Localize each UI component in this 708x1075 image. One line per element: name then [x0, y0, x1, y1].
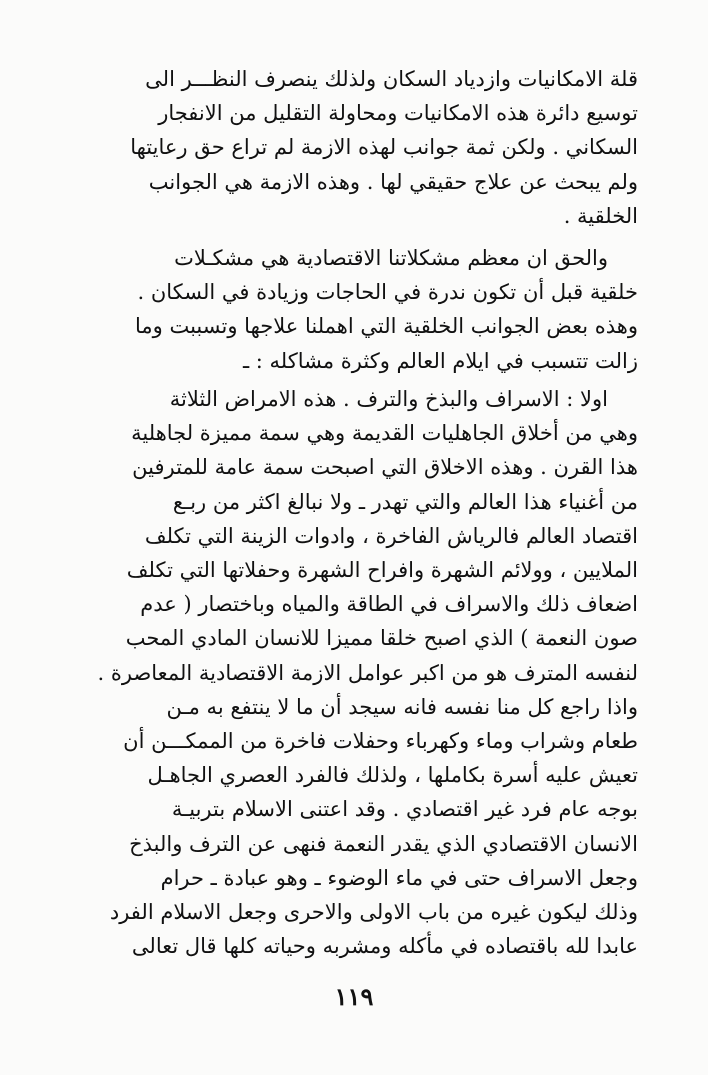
text-line: تعيش عليه أسرة بكاملها ، ولذلك فالفرد العصري الجاهـل: [147, 763, 638, 788]
text-line: اقتصاد العالم فالرياش الفاخرة ، وادوات الزينة التي تكلف: [144, 523, 638, 548]
text-line: ولم يبحث عن علاج حقيقي لها . وهذه الازمة هي الجوانب: [148, 169, 638, 194]
paragraph-3: [70, 382, 638, 963]
text-line: الملايين ، وولائم الشهرة وافراح الشهرة وحفلاتها التي تكلف: [126, 558, 638, 583]
text-line: هذا القرن . وهذه الاخلاق التي اصبحت سمة عامة للمترفين: [132, 455, 638, 480]
text-line: وذلك ليكون غيره من باب الاولى والاحرى وجعل الاسلام الفرد: [109, 900, 638, 925]
text-line: بوجه عام فرد غير اقتصادي . وقد اعتنى الاسلام بتربيـة: [171, 797, 638, 822]
text-line: الخلقية .: [563, 203, 638, 228]
paragraph-1: [70, 62, 638, 233]
text-line: خلقية قبل أن تكون ندرة في الحاجات وزيادة في السكان .: [137, 280, 638, 305]
text-line: قلة الامكانيات وازدياد السكان ولذلك ينصرف النظـــر الى: [145, 67, 638, 91]
page-number: ١١٩: [334, 982, 374, 1011]
text-line: توسيع دائرة هذه الامكانيات ومحاولة التقليل من الانفجار: [158, 101, 638, 126]
text-line: اولا : الاسراف والبذخ والترف . هذه الامراض الثلاثة: [169, 387, 608, 411]
text-line: زالت تتسبب في ايلام العالم وكثرة مشاكله : ـ: [242, 348, 638, 373]
text-line: السكاني . ولكن ثمة جوانب لهذه الازمة لم تراع حق رعايتها: [130, 135, 638, 160]
text-line: وهي من أخلاق الجاهليات القديمة وهي سمة مميزة لجاهلية: [131, 421, 638, 446]
text-line: والحق ان معظم مشكلاتنا الاقتصادية هي مشكـلات: [174, 246, 608, 270]
text-line: وجعل الاسراف حتى في ماء الوضوء ـ وهو عبادة ـ حرام: [160, 865, 638, 890]
text-line: من أغنياء هذا العالم والتي تهدر ـ ولا نبالغ اكثر من ربـع: [172, 489, 638, 514]
text-line: وهذه بعض الجوانب الخلقية التي اهملنا علاجها وتسببت وما: [135, 314, 638, 339]
paragraph-2: [70, 241, 638, 378]
text-line: واذا راجع كل منا نفسه فانه سيجد أن ما لا ينتفع به مـن: [166, 694, 638, 719]
text-line: عابدا لله باقتصاده في مأكله ومشربه وحياته كلها قال تعالى: [131, 934, 638, 959]
text-line: طعام وشراب وماء وكهرباء وحفلات فاخرة من الممكـــن أن: [123, 729, 638, 754]
text-line: الانسان الاقتصادي الذي يقدر النعمة فنهى عن الترف والبذخ: [129, 831, 638, 856]
text-line: اضعاف ذلك والاسراف في الطاقة والمياه وباختصار ( عدم: [140, 592, 638, 617]
text-line: صون النعمة ) الذي اصبح خلقا مميزا للانسان المادي المحب: [125, 626, 638, 651]
text-line: لنفسه المترف هو من اكبر عوامل الازمة الاقتصادية المعاصرة .: [97, 660, 638, 685]
